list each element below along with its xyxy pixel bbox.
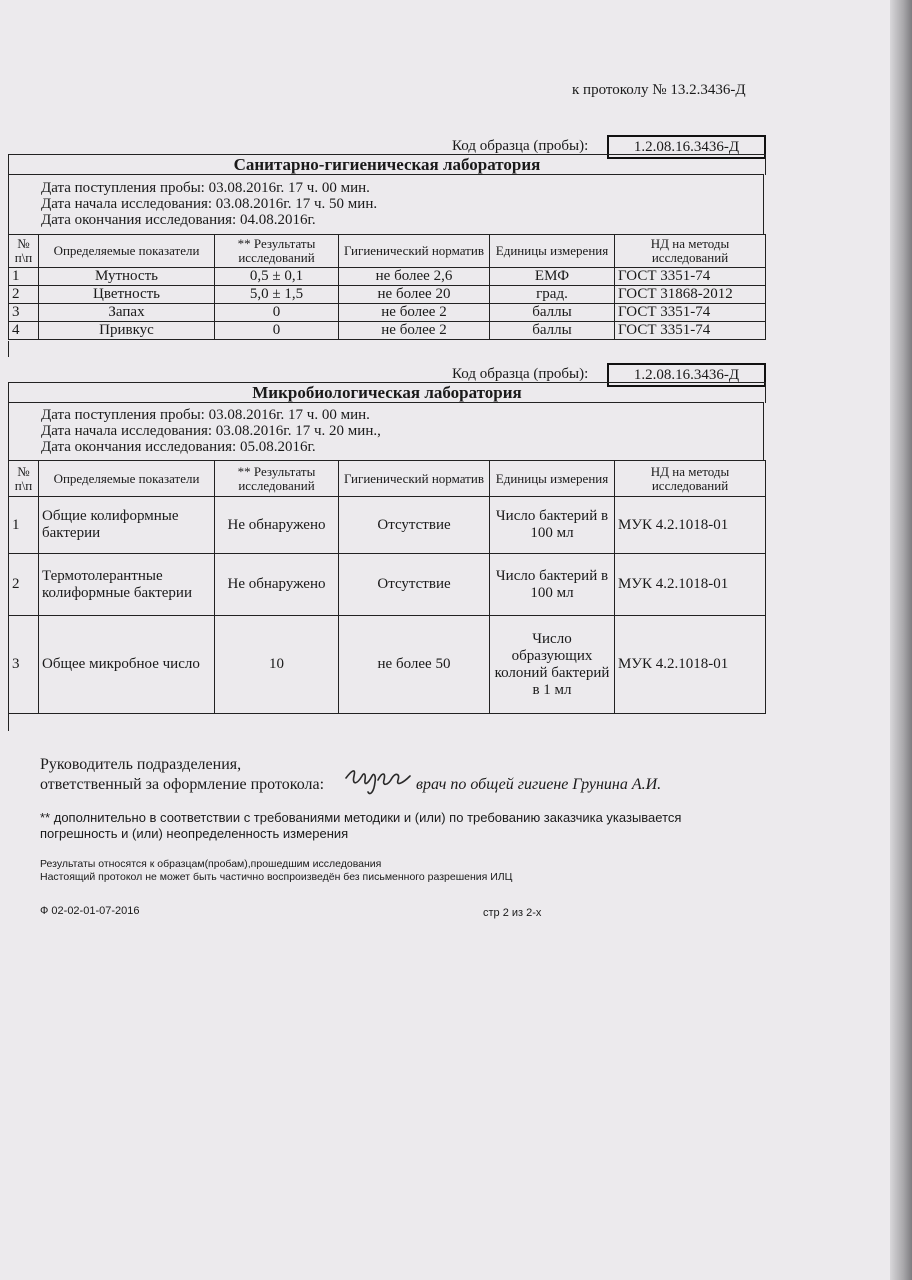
cell-unit: Число образующих колоний бактерий в 1 мл (490, 616, 615, 714)
cell-method: ГОСТ 3351-74 (615, 268, 766, 286)
header-norm: Гигиенический норматив (339, 235, 490, 268)
cell-norm: не более 2 (339, 304, 490, 322)
cell-result: 0,5 ± 0,1 (215, 268, 339, 286)
cell-method: МУК 4.2.1018-01 (615, 554, 766, 616)
date-finished: Дата окончания исследования: 05.08.2016г. (41, 439, 316, 455)
cell-method: ГОСТ 31868-2012 (615, 286, 766, 304)
cell-unit: Число бактерий в 100 мл (490, 497, 615, 554)
table-row (9, 286, 766, 304)
header-method: НД на методы исследований (615, 461, 766, 497)
cell-indicator: Привкус (39, 322, 215, 340)
cell-number: 3 (9, 304, 39, 322)
signature-image (340, 762, 418, 798)
cell-norm: не более 2 (339, 322, 490, 340)
cell-number: 2 (9, 286, 39, 304)
table-header-row (9, 461, 766, 497)
date-started: Дата начала исследования: 03.08.2016г. 17 ч. 20 мин., (41, 423, 381, 439)
header-unit: Единицы измерения (490, 235, 615, 268)
cell-number: 1 (9, 497, 39, 554)
table-row (9, 322, 766, 340)
date-received: Дата поступления пробы: 03.08.2016г. 17 ч. 00 мин. (41, 407, 370, 423)
cell-indicator: Мутность (39, 268, 215, 286)
date-received: Дата поступления пробы: 03.08.2016г. 17 ч. 00 мин. (41, 180, 370, 196)
disclaimer (40, 858, 512, 884)
date-started: Дата начала исследования: 03.08.2016г. 17 ч. 50 мин. (41, 196, 378, 212)
header-result: ** Результаты исследований (215, 235, 339, 268)
cell-indicator: Запах (39, 304, 215, 322)
cell-result: Не обнаружено (215, 497, 339, 554)
sample-code-value: 1.2.08.16.3436-Д (607, 363, 766, 387)
header-unit: Единицы измерения (490, 461, 615, 497)
responsible-person (40, 755, 324, 795)
cell-result: 10 (215, 616, 339, 714)
cell-method: ГОСТ 3351-74 (615, 304, 766, 322)
cell-unit: баллы (490, 304, 615, 322)
cell-method: МУК 4.2.1018-01 (615, 497, 766, 554)
cell-result: Не обнаружено (215, 554, 339, 616)
table-row (9, 304, 766, 322)
form-code: Ф 02-02-01-07-2016 (40, 905, 140, 917)
cell-number: 2 (9, 554, 39, 616)
head-line-1: Руководитель подразделения, (40, 756, 242, 773)
lab-dates (8, 402, 764, 460)
header-indicator: Определяемые показатели (39, 461, 215, 497)
cell-unit: град. (490, 286, 615, 304)
cell-indicator: Общее микробное число (39, 616, 215, 714)
sanitary-results-table (8, 234, 766, 340)
page-number: стр 2 из 2-х (483, 907, 542, 919)
header-indicator: Определяемые показатели (39, 235, 215, 268)
cell-number: 3 (9, 616, 39, 714)
cell-norm: Отсутствие (339, 554, 490, 616)
sample-code-label: Код образца (пробы): (452, 366, 589, 382)
cell-result: 0 (215, 304, 339, 322)
cell-norm: не более 20 (339, 286, 490, 304)
header-result: ** Результаты исследований (215, 461, 339, 497)
cell-norm: не более 50 (339, 616, 490, 714)
disclaimer-line-2: Настоящий протокол не может быть частично воспроизведён без письменного разрешения ИЛЦ (40, 871, 513, 883)
cell-number: 4 (9, 322, 39, 340)
footnote: ** дополнительно в соответствии с требованиями методики и (или) по требованию заказчика указывается погрешность и (или) неопределенность измерения (40, 810, 682, 841)
table-tail-line (8, 341, 9, 357)
header-number: № п\п (9, 461, 39, 497)
lab-dates (8, 174, 764, 234)
header-method: НД на методы исследований (615, 235, 766, 268)
lab-title: Санитарно-гигиеническая лаборатория (8, 154, 766, 175)
table-row (9, 554, 766, 616)
protocol-reference: к протоколу № 13.2.3436-Д (572, 82, 746, 98)
date-finished: Дата окончания исследования: 04.08.2016г. (41, 212, 316, 228)
microbiology-results-table (8, 460, 766, 714)
sample-code-label: Код образца (пробы): (452, 138, 589, 154)
cell-result: 5,0 ± 1,5 (215, 286, 339, 304)
cell-unit: ЕМФ (490, 268, 615, 286)
table-row (9, 268, 766, 286)
cell-indicator: Термотолерантные колиформные бактерии (39, 554, 215, 616)
cell-unit: Число бактерий в 100 мл (490, 554, 615, 616)
cell-norm: не более 2,6 (339, 268, 490, 286)
cell-indicator: Цветность (39, 286, 215, 304)
cell-norm: Отсутствие (339, 497, 490, 554)
sample-code-value: 1.2.08.16.3436-Д (607, 135, 766, 159)
table-header-row (9, 235, 766, 268)
lab-title: Микробиологическая лаборатория (8, 382, 766, 403)
table-row (9, 497, 766, 554)
cell-number: 1 (9, 268, 39, 286)
table-tail-line (8, 713, 9, 731)
signer-name: врач по общей гигиене Грунина А.И. (416, 776, 662, 793)
disclaimer-line-1: Результаты относятся к образцам(пробам),прошедшим исследования (40, 858, 382, 870)
cell-unit: баллы (490, 322, 615, 340)
cell-indicator: Общие колиформные бактерии (39, 497, 215, 554)
header-norm: Гигиенический норматив (339, 461, 490, 497)
page-edge-shadow (890, 0, 912, 1280)
cell-method: ГОСТ 3351-74 (615, 322, 766, 340)
head-line-2: ответственный за оформление протокола: (40, 776, 325, 793)
header-number: № п\п (9, 235, 39, 268)
cell-result: 0 (215, 322, 339, 340)
table-row (9, 616, 766, 714)
cell-method: МУК 4.2.1018-01 (615, 616, 766, 714)
